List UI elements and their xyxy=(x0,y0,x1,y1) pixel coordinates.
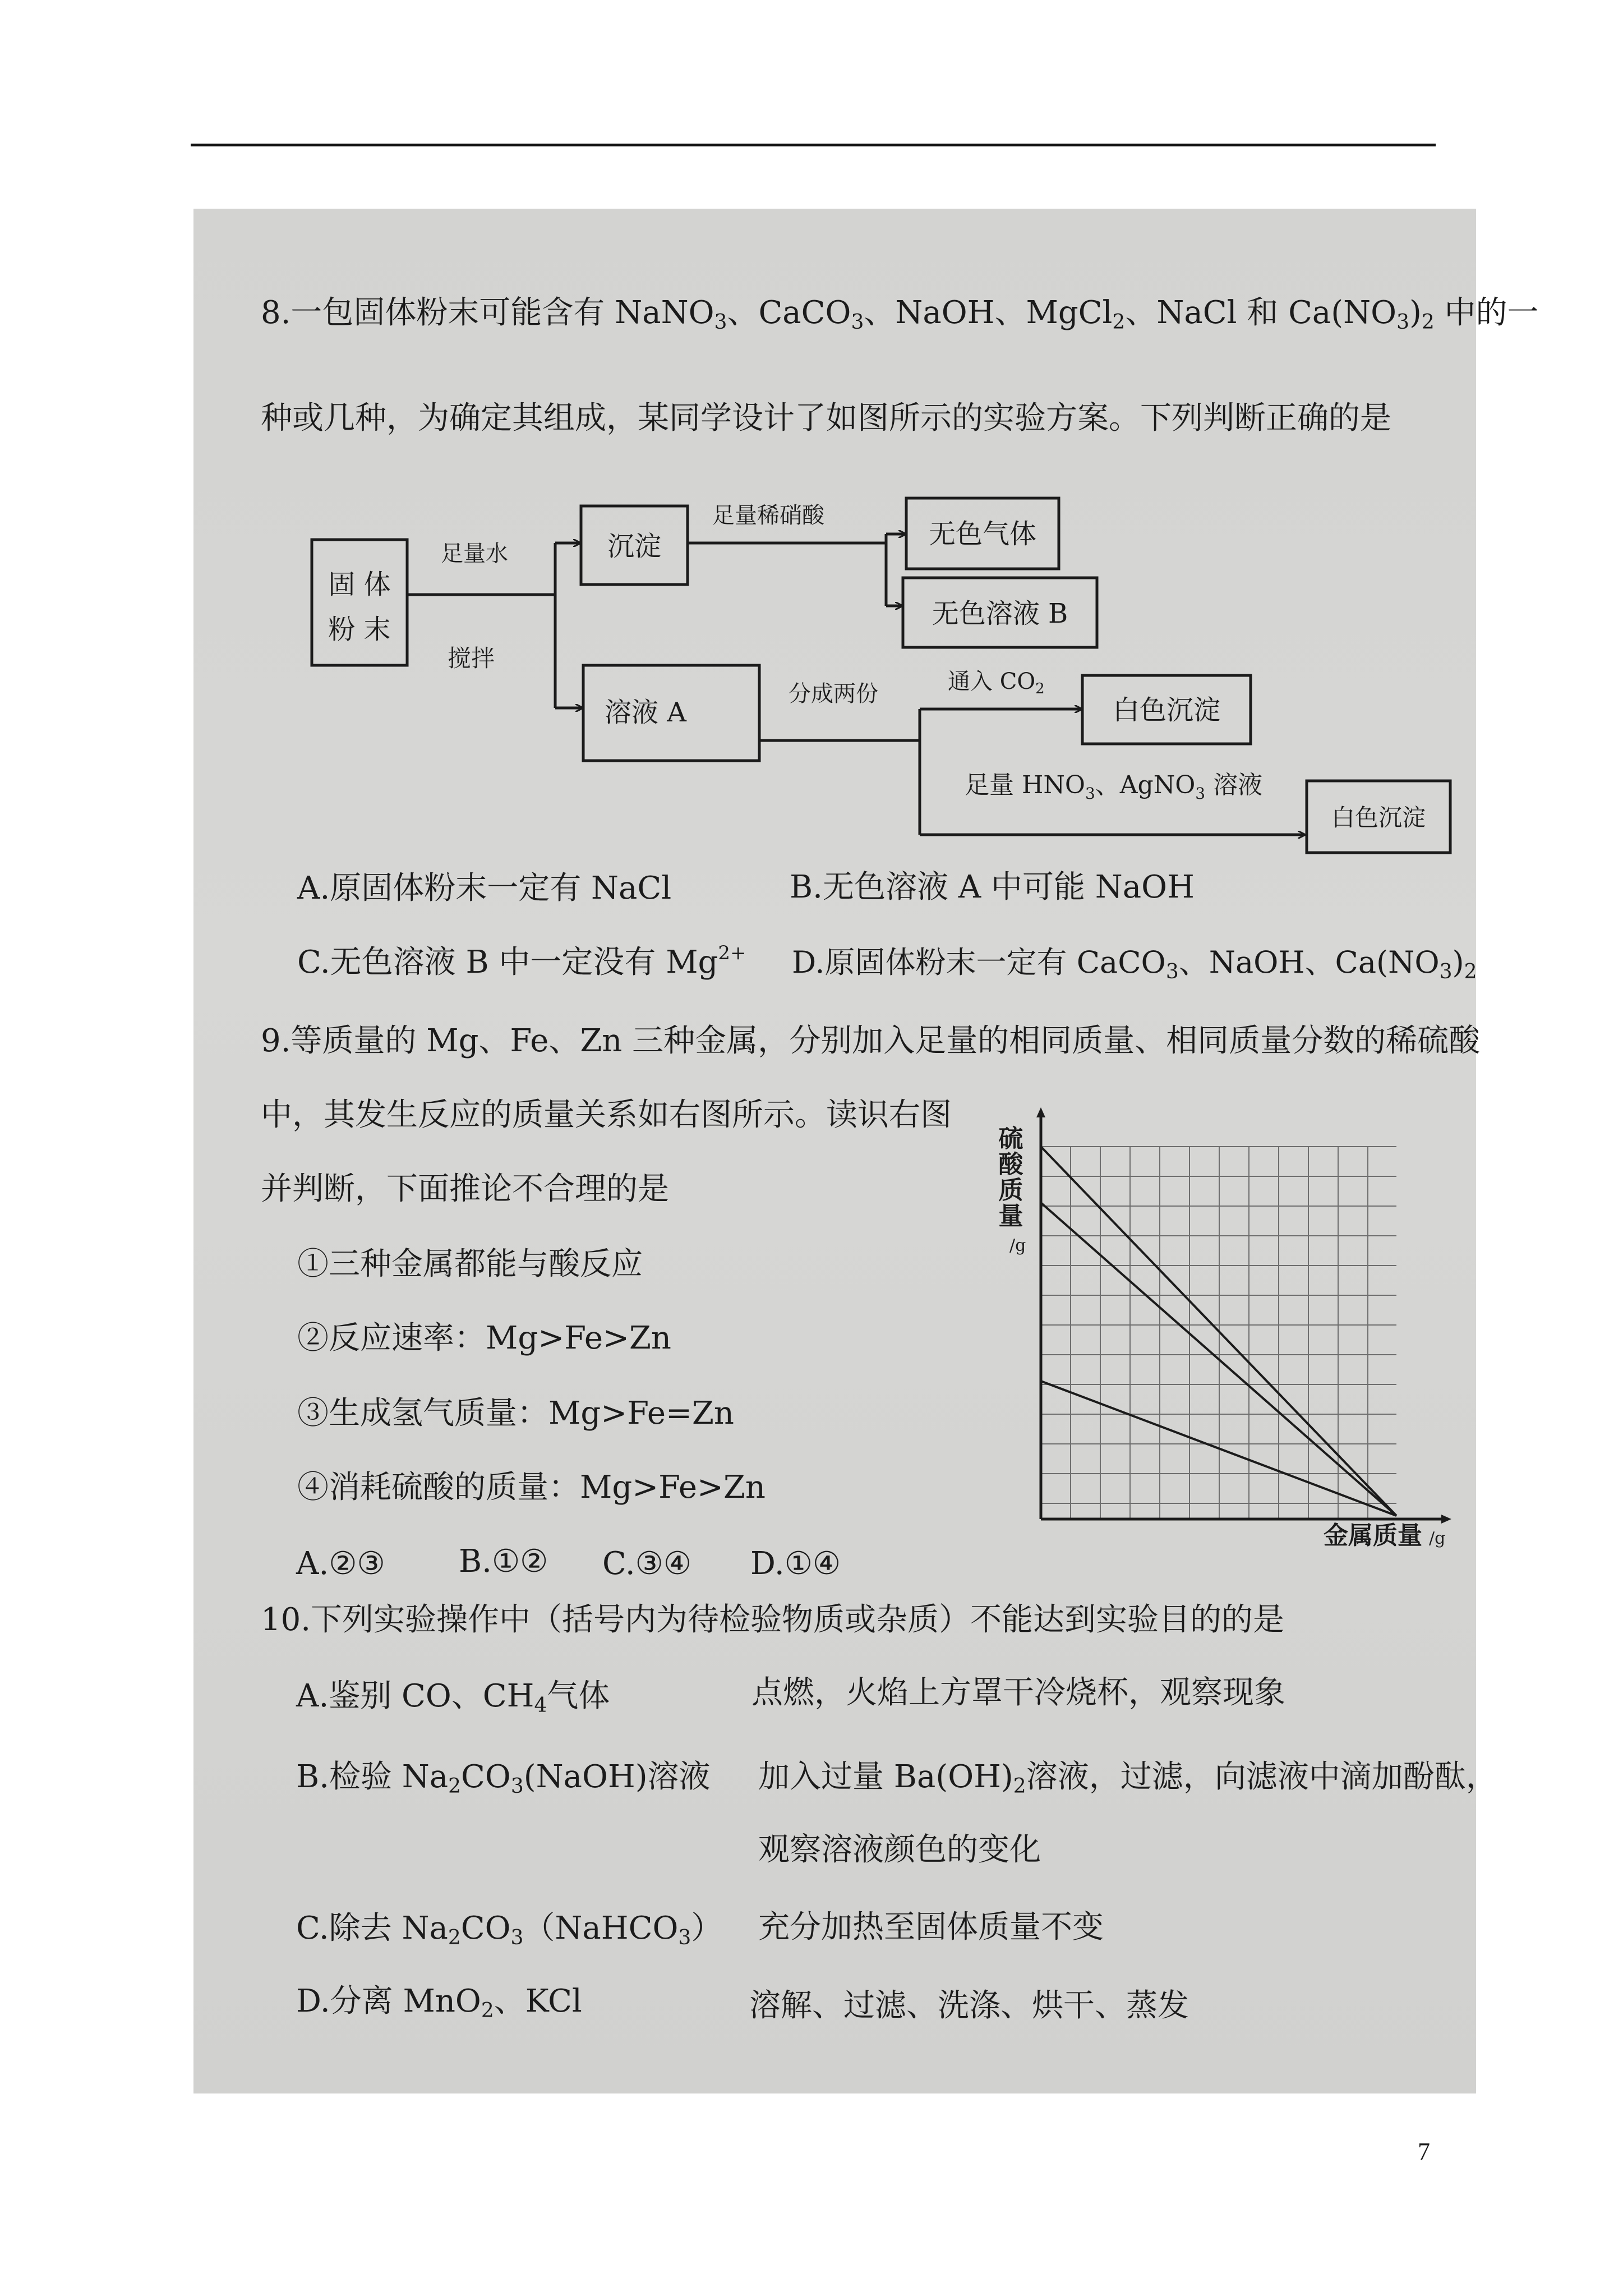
x-axis-label: 金属质量 xyxy=(1324,1521,1422,1550)
solid-powder-label-2: 粉 末 xyxy=(328,614,391,645)
q9-option-a: A.②③ xyxy=(296,1545,385,1582)
q8-stem-line2: 种或几种，为确定其组成，某同学设计了如图所示的实验方案。下列判断正确的是 xyxy=(261,400,1391,436)
split-two-label: 分成两份 xyxy=(789,681,878,707)
page-number: 7 xyxy=(1418,2138,1430,2165)
x-axis-unit: /g xyxy=(1429,1529,1446,1548)
q9-item-4: ④消耗硫酸的质量：Mg>Fe>Zn xyxy=(297,1469,766,1506)
y-axis-label: 硫酸质量 xyxy=(994,1125,1023,1228)
q8-option-c: C.无色溶液 B 中一定没有 $Mg^{2+}$ xyxy=(297,942,746,981)
q10-option-b-right: 加入过量 $Ba(OH)_2$溶液，过滤，向滤液中滴加酚酞， xyxy=(758,1759,1497,1798)
q8-option-b: B.无色溶液 A 中可能 NaOH xyxy=(790,869,1195,905)
q10-option-c-right: 充分加热至固体质量不变 xyxy=(758,1909,1104,1945)
water-label: 足量水 xyxy=(441,541,508,567)
q9-option-d: D.①④ xyxy=(750,1545,841,1582)
white-precipitate-1-label: 白色沉淀 xyxy=(1112,694,1221,726)
q10-option-a-right: 点燃，火焰上方罩干冷烧杯，观察现象 xyxy=(751,1674,1285,1711)
q10-option-b-left: B.检验 $Na_2CO_3(NaOH)$溶液 xyxy=(296,1759,711,1798)
solid-powder-label-1: 固 体 xyxy=(328,569,391,600)
q9-stem-line2: 中，其发生反应的质量关系如右图所示。读识右图 xyxy=(261,1097,952,1133)
q10-option-c-left: C.除去 $Na_2CO_3(NaHCO_3)$ xyxy=(296,1910,723,1949)
pass-co2-label: 通入 $CO_2$ xyxy=(948,669,1045,697)
q8-option-a: A.原固体粉末一定有 NaCl xyxy=(297,870,672,907)
q10-option-d-right: 溶解、过滤、洗涤、烘干、蒸发 xyxy=(749,1987,1189,2024)
y-axis-unit: /g xyxy=(1009,1236,1026,1255)
solution-a-label: 溶液 A xyxy=(605,697,686,728)
white-precipitate-2-label: 白色沉淀 xyxy=(1331,804,1426,831)
q9-option-c: C.③④ xyxy=(602,1545,692,1582)
colorless-gas-label: 无色气体 xyxy=(928,518,1037,550)
dilute-hno3-label: 足量稀硝酸 xyxy=(712,503,824,528)
q9-stem-line3: 并判断，下面推论不合理的是 xyxy=(261,1171,669,1207)
q10-option-a-left: A.鉴别 CO、$CH_4$气体 xyxy=(296,1678,610,1717)
q10-stem: 10.下列实验操作中（括号内为待检验物质或杂质）不能达到实验目的的是 xyxy=(261,1602,1285,1638)
q9-item-2: ②反应速率：Mg>Fe>Zn xyxy=(297,1320,671,1356)
q9-item-1: ①三种金属都能与酸反应 xyxy=(297,1246,643,1282)
q8-option-d: D.原固体粉末一定有 CaCO$_3$、NaOH、$Ca(NO_3)_2$ xyxy=(792,945,1477,983)
q9-stem-line1: 9.等质量的 Mg、Fe、Zn 三种金属，分别加入足量的相同质量、相同质量分数的稀硫酸 xyxy=(261,1023,1481,1059)
stir-label: 搅拌 xyxy=(448,645,495,672)
q10-option-d-left: D.分离 MnO$_2$、KCl xyxy=(296,1983,582,2022)
colorless-solution-b-label: 无色溶液 B xyxy=(932,598,1068,629)
q10-option-b-right-line2: 观察溶液颜色的变化 xyxy=(758,1832,1041,1868)
precipitate-label: 沉淀 xyxy=(607,531,662,562)
q9-option-b: B.①② xyxy=(459,1543,548,1580)
hno3-agno3-label: 足量 $HNO_3$、AgNO$_3$ 溶液 xyxy=(965,771,1263,803)
q9-item-3: ③生成氢气质量：Mg>Fe=Zn xyxy=(297,1395,734,1432)
q8-stem-line1: 8.一包固体粉末可能含有 NaNO$_3$、CaCO$_3$、NaOH、MgCl$_2$、NaCl 和 $Ca(NO_3)_2$ 中的一 xyxy=(261,295,1539,334)
